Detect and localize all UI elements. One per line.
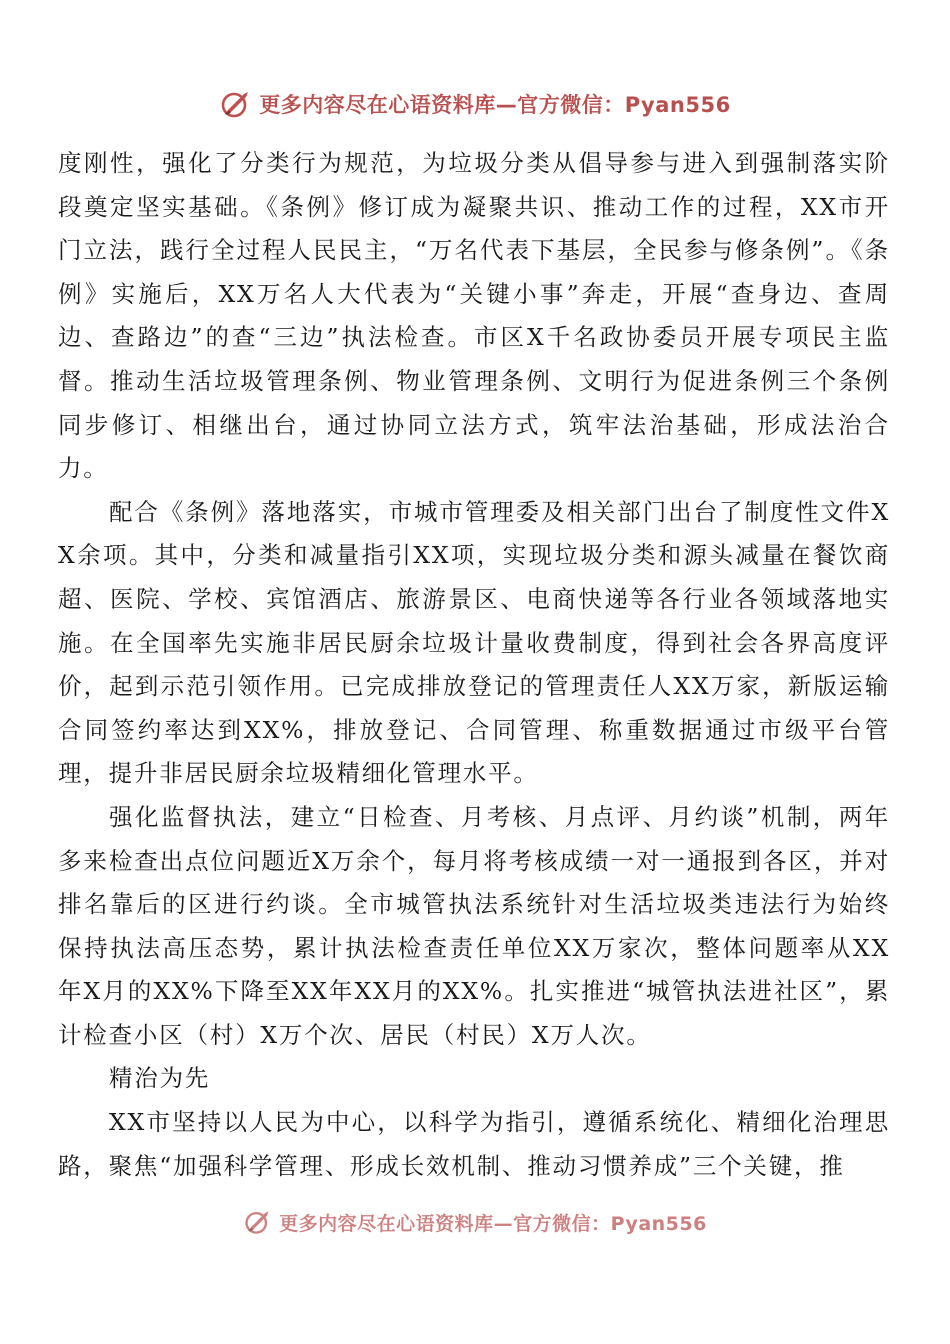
footer-banner-text: 更多内容尽在心语资料库—官方微信：Pyan556 xyxy=(279,1212,707,1235)
brush-pen-logo-icon xyxy=(219,87,253,121)
header-banner-text: 更多内容尽在心语资料库—官方微信：Pyan556 xyxy=(259,93,731,117)
paragraph-4: XX市坚持以人民为中心，以科学为指引，遵循系统化、精细化治理思路，聚焦“加强科学管理、形成长效机制、推动习惯养成”三个关键，推 xyxy=(58,1108,890,1180)
paragraph-3: 强化监督执法，建立“日检查、月考核、月点评、月约谈”机制，两年多来检查出点位问题近X万余个，每月将考核成绩一对一通报到各区，并对排名靠后的区进行约谈。全市城管执法系统针对生活垃圾类违法行为始终保持执法高压态势，累计执法检查责任单位XX万家次，整体问题率从XX年X月的XX%下降至XX年XX月的XX%。扎实推进“城管执法进社区”，累计检查小区（村）X万个次、居民（村民）X万人次。 xyxy=(58,802,890,1049)
brush-pen-logo-icon xyxy=(243,1207,273,1237)
page-footer-banner xyxy=(0,1204,950,1240)
paragraph-2: 配合《条例》落地落实，市城市管理委及相关部门出台了制度性文件XX余项。其中，分类和减量指引XX项，实现垃圾分类和源头减量在餐饮商超、医院、学校、宾馆酒店、旅游景区、电商快递等各行业各领域落地实施。在全国率先实施非居民厨余垃圾计量收费制度，得到社会各界高度评价，起到示范引领作用。已完成排放登记的管理责任人XX万家，新版运输合同签约率达到XX%，排放登记、合同管理、称重数据通过市级平台管理，提升非居民厨余垃圾精细化管理水平。 xyxy=(58,497,890,788)
paragraph-1: 度刚性，强化了分类行为规范，为垃圾分类从倡导参与进入到强制落实阶段奠定坚实基础。《条例》修订成为凝聚共识、推动工作的过程，XX市开门立法，践行全过程人民民主，“万名代表下基层，全民参与修条例”。《条例》实施后，XX万名人大代表为“关键小事”奔走，开展“查身边、查周边、查路边”的查“三边”执法检查。市区X千名政协委员开展专项民主监督。推动生活垃圾管理条例、物业管理条例、文明行为促进条例三个条例同步修订、相继出台，通过协同立法方式，筑牢法治基础，形成法治合力。 xyxy=(58,149,890,483)
document-body xyxy=(58,142,890,1188)
section-heading: 精治为先 xyxy=(109,1064,211,1093)
page-header-banner xyxy=(0,84,950,124)
